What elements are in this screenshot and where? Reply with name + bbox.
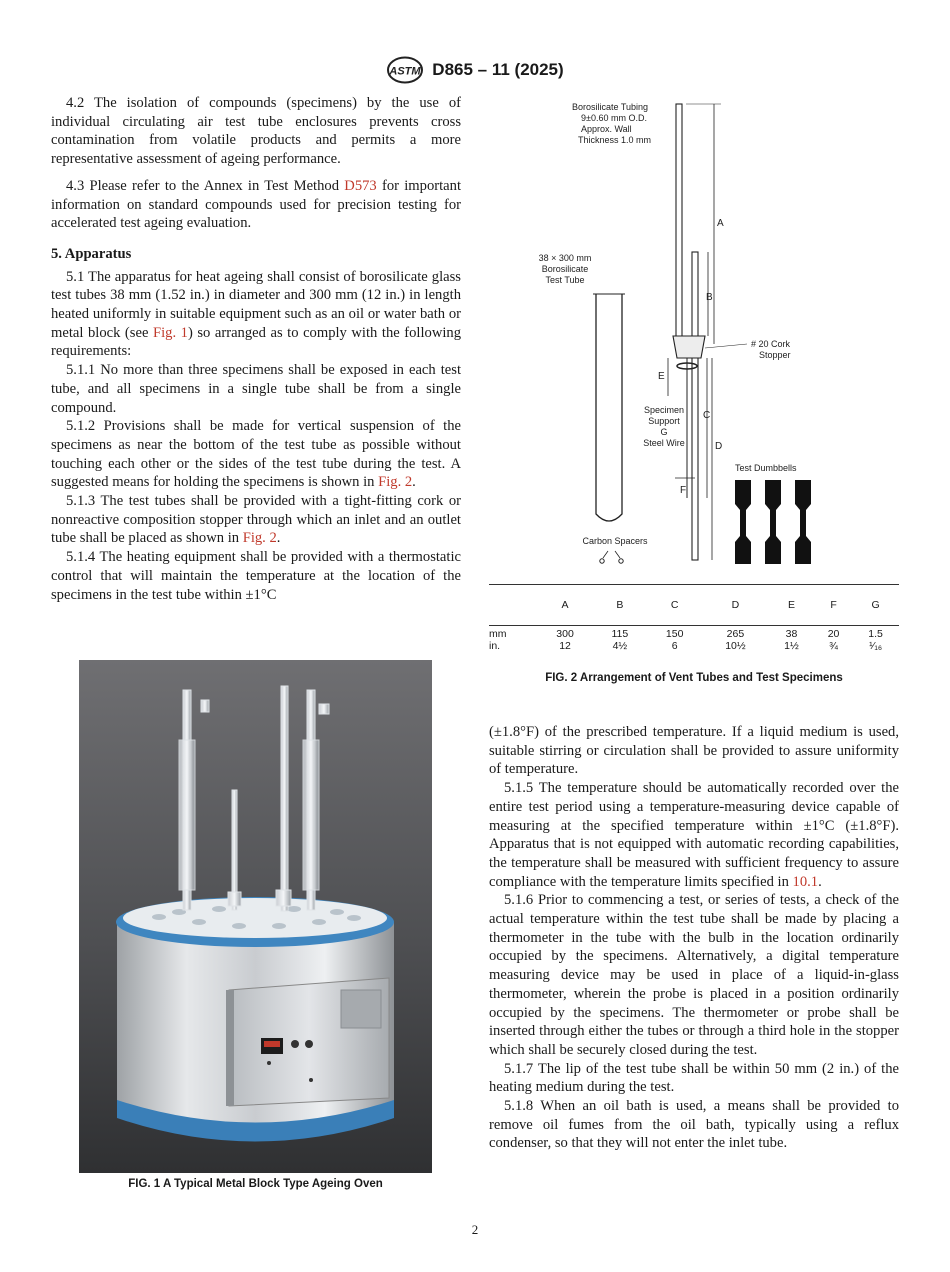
svg-text:Thickness 1.0 mm	[578, 135, 651, 145]
ageing-oven-illustration	[79, 660, 432, 1173]
dim-label-a: A	[717, 218, 724, 229]
fig2-drawing	[489, 96, 899, 576]
dim-label-e: E	[658, 371, 665, 382]
table-header-cell: E	[768, 585, 815, 626]
para-5-1-1: 5.1.1 No more than three specimens shall be exposed in each test tube, and all specimens in a single tube shall be from a single compound.	[51, 362, 461, 416]
svg-text:Borosilicate Tubing	[572, 102, 648, 112]
astm-logo-icon	[386, 56, 424, 84]
link-fig-2[interactable]: Fig. 2	[378, 474, 413, 491]
svg-text:G	[660, 427, 667, 437]
table-header-row	[489, 585, 899, 626]
dim-label-d: D	[715, 441, 723, 452]
svg-text:# 20 Cork	[751, 339, 791, 349]
table-header-cell: G	[852, 585, 899, 626]
para-5-1-3: 5.1.3 The test tubes shall be provided with a tight-fitting cork or nonreactive composition stopper through which an inlet and an outlet tube shall be placed as shown in Fig. 2.	[51, 493, 461, 547]
link-fig-1[interactable]: Fig. 1	[152, 324, 188, 341]
table-cell: 20	[827, 628, 840, 640]
dim-label-c: C	[703, 410, 711, 421]
label-testtube-3: Test Tube	[545, 275, 585, 285]
left-column	[51, 94, 461, 604]
para-4-2: 4.2 The isolation of compounds (specimens) by the use of individual circulating air test tube enclosures prevents cross contamination from volatile products and permits a more representative assessment of ageing performance.	[51, 95, 461, 168]
link-fig-2[interactable]: Fig. 2	[242, 530, 277, 547]
label-tubing-1: Borosilicate Tubing	[572, 102, 649, 112]
svg-text:Carbon Spacers	[582, 536, 648, 546]
table-header-cell: B	[593, 585, 647, 626]
table-cell: ¹⁄₁₆	[869, 640, 883, 652]
table-cell: 115	[611, 628, 629, 640]
table-header-cell: D	[703, 585, 768, 626]
label-testtube-1: 38 × 300 mm	[538, 253, 592, 263]
label-tubing-3: Approx. Wall	[581, 124, 632, 134]
table-cell: ¾	[829, 640, 838, 652]
svg-text:A	[717, 218, 724, 229]
table-header-cell: F	[815, 585, 852, 626]
table-cell: 1½	[784, 640, 799, 652]
para-4-3: 4.3 Please refer to the Annex in Test Method D573 for important information on standard compounds used for precision testing for accelerated test ageing evaluation.	[51, 177, 461, 232]
svg-text:C	[703, 410, 710, 421]
table-cell: in.	[489, 640, 501, 652]
link-d573[interactable]: D573	[344, 177, 377, 194]
para-5-1-4: 5.1.4 The heating equipment shall be provided with a thermostatic control that will maintain the temperature at the location of the specimens in the test tube within ±1°C	[51, 549, 461, 603]
dim-label-f: F	[680, 485, 687, 496]
label-support-2: Support	[648, 416, 680, 426]
svg-text:9±0.60 mm O.D.	[581, 113, 647, 123]
svg-text:ASTM: ASTM	[389, 65, 421, 78]
svg-text:Specimen	[644, 405, 684, 415]
table-cell: mm	[489, 628, 507, 640]
table-header-cell: C	[647, 585, 703, 626]
svg-text:B	[706, 292, 713, 303]
dim-label-b: B	[706, 292, 713, 303]
section-heading-apparatus: 5. Apparatus	[51, 245, 132, 262]
table-cell: 6	[671, 640, 678, 652]
table-cell: 38	[785, 628, 798, 640]
svg-text:Steel Wire	[643, 438, 685, 448]
para-5-1-5: 5.1.5 The temperature should be automatically recorded over the entire test period using a temperature-measuring device capable of measuring at the specified temperature within ±1°C (±1.8°F). Apparatus that is not equipped with automatic recording capabilities, the temperature shall be measured with sufficient frequency to assure compliance with the temperature limits specified in 10.1.	[489, 780, 899, 890]
page-number: 2	[471, 1222, 479, 1237]
para-5-1-8: 5.1.8 When an oil bath is used, a means shall be provided to remove oil fumes from the oil bath, typically using a reflux condenser, so that they will not enter the inlet tube.	[489, 1098, 899, 1152]
link-section-10-1[interactable]: 10.1	[792, 873, 819, 890]
label-testtube-2: Borosilicate	[541, 264, 589, 274]
table-row	[489, 626, 899, 641]
svg-text:E	[658, 371, 665, 382]
svg-text:Test Tube	[545, 275, 584, 285]
label-dumbbells: Test Dumbbells	[735, 463, 797, 473]
table-cell: 4½	[612, 640, 628, 652]
svg-text:Approx. Wall	[581, 124, 632, 134]
fig1-photo	[79, 660, 432, 1173]
svg-text:Support	[648, 416, 680, 426]
label-cork-1: # 20 Cork	[751, 339, 791, 349]
para-5-1: 5.1 The apparatus for heat ageing shall consist of borosilicate glass test tubes 38 mm (1.52 in.) in diameter and 300 mm (12 in.) in length heated uniformly in suitable equipment such as an oil or water bath or metal block (see Fig. 1) so arranged as to comply with the following requirements:	[51, 268, 462, 360]
fig2-dimensions-table	[489, 584, 899, 652]
table-header-cell	[489, 585, 537, 626]
table-cell: 12	[559, 640, 571, 652]
svg-text:Borosilicate	[542, 264, 589, 274]
fig2-caption: FIG. 2 Arrangement of Vent Tubes and Test Specimens	[545, 672, 843, 684]
table-cell: 10½	[725, 640, 746, 652]
label-support-4: Steel Wire	[643, 438, 685, 448]
para-5-1-6: 5.1.6 Prior to commencing a test, or series of tests, a check of the actual temperature within the test tube shall be made by placing a thermometer in the tube with the bulb in the location ordinarily occupied by the specimens. Alternatively, a digital temperature measuring device may be used in place of a liquid-in-glass thermometer, wherein the probe is placed in a position ordinarily occupied by the specimens. The thermometer or probe shall be inserted through either the tubes or through a third hole in the stopper which shall be securely closed during the test.	[489, 892, 899, 1058]
vent-tube-diagram	[489, 96, 899, 576]
table-cell: 1.5	[868, 628, 883, 640]
label-tubing-2: 9±0.60 mm O.D.	[581, 113, 647, 123]
fig1-caption: FIG. 1 A Typical Metal Block Type Ageing Oven	[128, 1178, 383, 1190]
label-support-1: Specimen	[643, 405, 685, 415]
svg-text:F	[680, 485, 686, 496]
label-cork-2: Stopper	[759, 350, 791, 360]
svg-text:Test Dumbbells	[735, 463, 797, 473]
para-5-1-4-continued: (±1.8°F) of the prescribed temperature. If a liquid medium is used, suitable stirring or circulation shall be provided to assure uniformity of temperature.	[489, 724, 899, 778]
label-support-3: G	[660, 427, 668, 437]
svg-text:38 × 300 mm	[539, 253, 592, 263]
svg-text:Stopper	[759, 350, 791, 360]
para-5-1-7: 5.1.7 The lip of the test tube shall be within 50 mm (2 in.) of the heating medium during the test.	[489, 1060, 899, 1096]
document-designation: D865 – 11 (2025)	[432, 60, 564, 79]
table-cell: 265	[726, 628, 745, 640]
table-row	[489, 640, 899, 652]
table-cell: 150	[665, 628, 684, 640]
para-5-1-2: 5.1.2 Provisions shall be made for vertical suspension of the specimens as near the bottom of the test tube as possible without touching each other or the sides of the test tube during the test. A suggested means for holding the specimens is shown in Fig. 2.	[51, 418, 461, 491]
right-column	[489, 723, 899, 1153]
svg-text:D	[715, 441, 722, 452]
table-cell: 300	[556, 628, 574, 640]
page-header	[0, 56, 950, 89]
label-spacers: Carbon Spacers	[582, 536, 648, 546]
table-header-cell: A	[537, 585, 593, 626]
label-tubing-4: Thickness 1.0 mm	[578, 135, 652, 145]
